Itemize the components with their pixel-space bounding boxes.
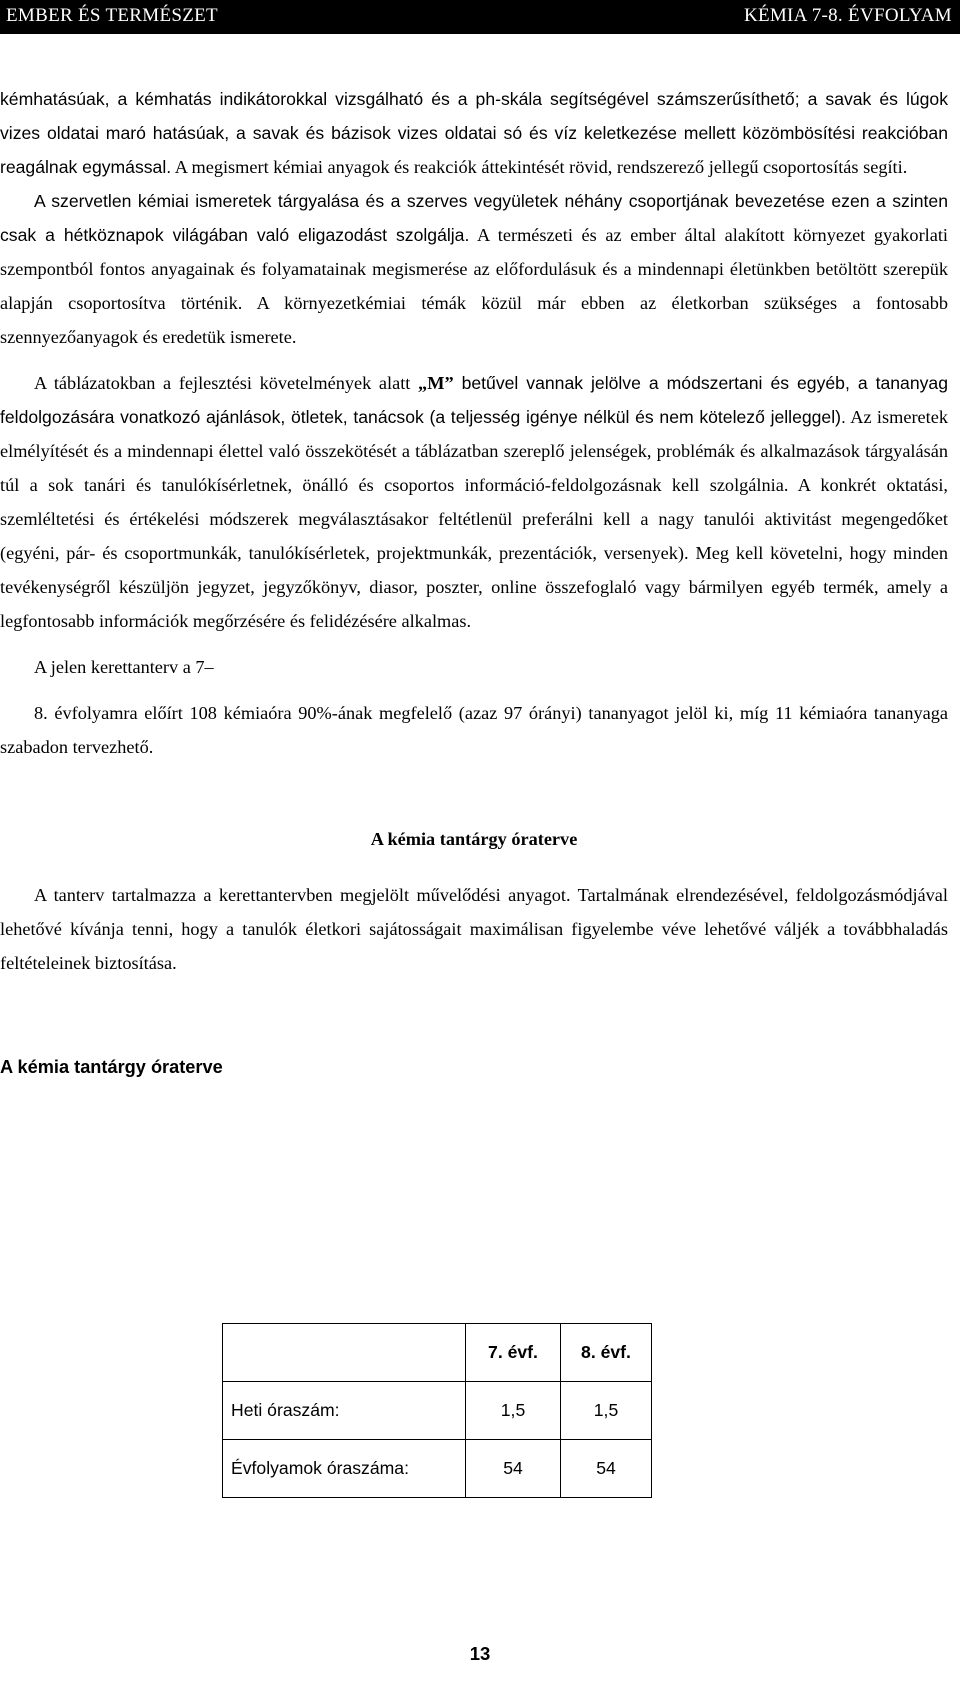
- table-header-cell: 7. évf.: [466, 1324, 561, 1382]
- page-number: 13: [469, 1643, 491, 1664]
- table-header-cell: [223, 1324, 466, 1382]
- paragraph-3: [0, 366, 948, 638]
- paragraph-1-sans: kémhatásúak, a kémhatás indikátorokkal vizsgálható és a ph-skála segítségével számszerűsíthető; a savak és lúgok vizes oldatai maró hatásúak, a savak és bázisok vizes oldatai só és víz keletkezése mellett közömbösítési reakcióban reagálnak egymással.: [0, 89, 948, 177]
- paragraph-1-serif: A megismert kémiai anyagok és reakciók áttekintését rövid, rendszerező jellegű csoportosítás segíti.: [174, 157, 908, 177]
- section-heading-centered: A kémia tantárgy óraterve: [370, 829, 578, 849]
- table-cell: 1,5: [561, 1382, 652, 1440]
- paragraph-3-start: A táblázatokban a fejlesztési követelmények alatt: [34, 373, 419, 393]
- table-header-row: [223, 1324, 652, 1382]
- table-header-cell: 8. évf.: [561, 1324, 652, 1382]
- running-header: [0, 0, 960, 34]
- section-heading-left: A kémia tantárgy óraterve: [0, 1057, 223, 1077]
- paragraph-2: [0, 184, 948, 354]
- table-row: [223, 1382, 652, 1440]
- table-cell: 1,5: [466, 1382, 561, 1440]
- paragraph-2-sans: A szervetlen kémiai ismeretek tárgyalása és a szerves vegyületek néhány csoportjának bevezetése ezen a szinten csak a hétköznapok világában való eligazodást szolgálja.: [0, 191, 948, 245]
- hours-table: [222, 1323, 652, 1498]
- paragraph-2-serif: A természeti és az ember által alakított környezet gyakorlati szempontból fontos anyagainak és folyamatainak megismerése az előfordulásuk és a mindennapi életünkben betöltött szerepük alapján csoportosítva történik. A környezetkémiai témák közül már ebben az életkorban szükséges a fontosabb szennyezőanyagok és eredetük ismerete.: [0, 225, 949, 347]
- header-subject-area: EMBER ÉS TERMÉSZET: [6, 5, 218, 26]
- table-cell: 54: [466, 1440, 561, 1498]
- paragraph-5: 8. évfolyamra előírt 108 kémiaóra 90%-ának megfelelő (azaz 97 órányi) tananyagot jelöl ki, míg 11 kémiaóra tananyaga szabadon tervezhető.: [0, 703, 948, 757]
- paragraph-3-mark: „M”: [418, 373, 454, 393]
- table-cell: Heti óraszám:: [223, 1382, 466, 1440]
- paragraph-3-sans: betűvel vannak jelölve a módszertani és egyéb, a tananyag feldolgozására vonatkozó ajánlások, ötletek, tanácsok (a teljesség igénye nélkül és nem kötelező jelleggel).: [0, 373, 948, 427]
- table-cell: 54: [561, 1440, 652, 1498]
- paragraph-4: A jelen kerettanterv a 7–: [34, 657, 214, 677]
- paragraph-6: A tanterv tartalmazza a kerettantervben megjelölt művelődési anyagot. Tartalmának elrendezésével, feldolgozásmódjával lehetővé kívánja tenni, hogy a tanulók életkori sajátosságait maximálisan figyelembe véve lehetővé váljék a továbbhaladás feltételeinek biztosítása.: [0, 885, 948, 973]
- header-subject-grade: KÉMIA 7-8. ÉVFOLYAM: [743, 5, 952, 26]
- table-row: [223, 1440, 652, 1498]
- paragraph-3-rest: Az ismeretek elmélyítését és a mindennapi élettel való összekötését a táblázatban szereplő jelenségek, problémák és alkalmazások tárgyalásán túl a sok tanári és tanulókísérletnek, önálló és csoportos információ-feldolgozásnak kell szolgálnia. A konkrét oktatási, szemléltetési és értékelési módszerek megválasztásakor feltétlenül preferálni kell a nagy tanulói aktivitást megengedőket (egyéni, pár- és csoportmunkák, tanulókísérletek, projektmunkák, prezentációk, versenyek). Meg kell követelni, hogy minden tevékenységről készüljön jegyzet, jegyzőkönyv, diasor, poszter, online összefoglaló vagy bármilyen egyéb termék, amely a legfontosabb információk megőrzésére és felidézésére alkalmas.: [0, 407, 948, 631]
- page-content: [0, 82, 948, 1084]
- table-cell: Évfolyamok óraszáma:: [223, 1440, 466, 1498]
- paragraph-1: [0, 82, 948, 184]
